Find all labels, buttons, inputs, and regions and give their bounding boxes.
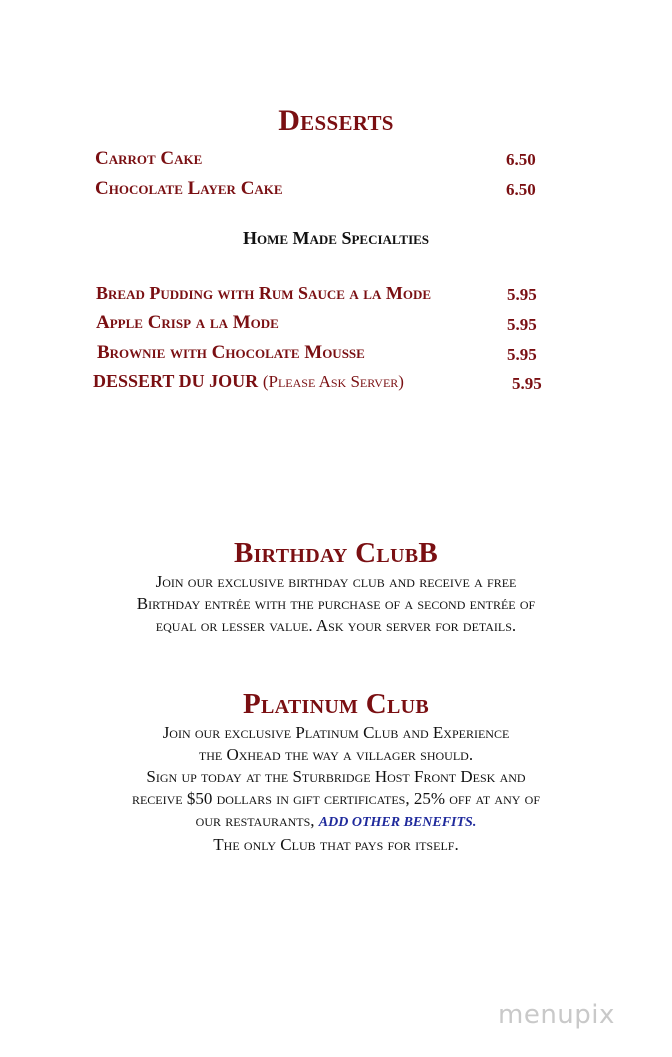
birthday-club-title: Birthday ClubB: [233, 537, 439, 569]
specialty-item-price: 5.95: [507, 285, 537, 304]
platinum-club-title: Platinum Club: [242, 688, 430, 720]
specialties-heading: Home Made Specialties: [242, 228, 430, 248]
specialty-item-price: 5.95: [507, 345, 537, 364]
dessert-item-price: 6.50: [506, 150, 536, 169]
specialty-item-name: Brownie with Chocolate Mousse: [97, 342, 365, 363]
dessert-du-jour-note: (Please Ask Server): [262, 372, 404, 391]
specialty-item-price: 5.95: [507, 315, 537, 334]
birthday-line: equal or lesser value. Ask your server for details.: [155, 616, 517, 635]
add-other-benefits-note: ADD OTHER BENEFITS.: [318, 815, 477, 830]
platinum-line: [0, 810, 672, 834]
dessert-item-name: Chocolate Layer Cake: [95, 178, 283, 199]
dessert-du-jour-price: 5.95: [512, 374, 542, 393]
dessert-du-jour: [93, 371, 404, 393]
dessert-item-name: Carrot Cake: [95, 148, 203, 169]
birthday-line: Birthday entrée with the purchase of a second entrée of: [136, 594, 536, 613]
desserts-title: Desserts: [278, 104, 394, 137]
dessert-du-jour-name: DESSERT DU JOUR: [93, 371, 259, 391]
menupix-watermark: menupix: [498, 1000, 615, 1030]
birthday-club-description: [0, 571, 672, 637]
specialty-item-name: Apple Crisp a la Mode: [96, 312, 279, 333]
birthday-line: Join our exclusive birthday club and receive a free: [155, 572, 517, 591]
platinum-line: Sign up today at the Sturbridge Host Front Desk and: [146, 767, 526, 786]
platinum-line: the Oxhead the way a villager should.: [198, 745, 474, 764]
platinum-club-description: [0, 722, 672, 856]
platinum-line: Join our exclusive Platinum Club and Experience: [162, 723, 510, 742]
platinum-line: The only Club that pays for itself.: [213, 835, 459, 854]
platinum-line: receive $50 dollars in gift certificates, 25% off at any of: [131, 789, 541, 808]
dessert-item-price: 6.50: [506, 180, 536, 199]
platinum-line-prefix: our restaurants,: [195, 811, 315, 830]
specialty-item-name: Bread Pudding with Rum Sauce a la Mode: [96, 283, 432, 303]
